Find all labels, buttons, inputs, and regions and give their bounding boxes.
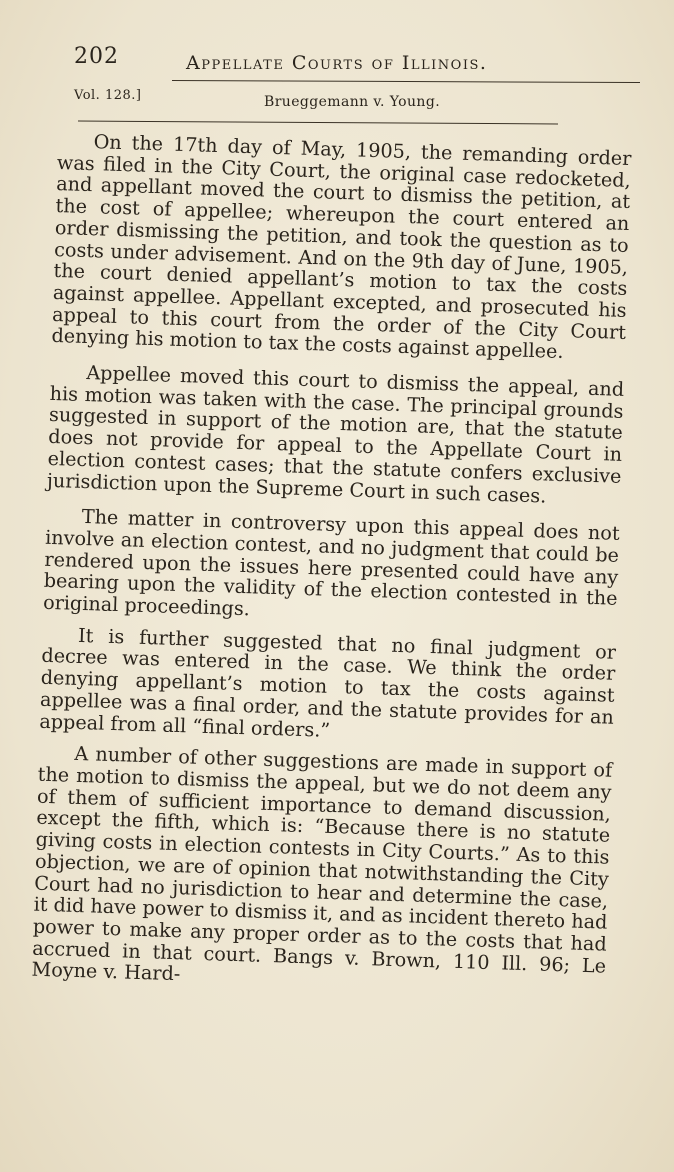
opinion-body (31, 130, 631, 999)
paragraph-other-suggestions: A number of other suggestions are made in support of the motion to dismiss the appeal, but we do not deem any of them of sufficient importance to demand discussion, except the fifth, which is: “Because there is no statute giving costs in election contests in City Courts.” As to this objection, we are of opinion that notwithstanding the City Court had no jurisdiction to hear and determine the case, it did have power to dismiss it, and as incident thereto had power to make any proper order as to the costs that had accrued in that court. Bangs v. Brown, 110 Ill. 96; Le Moyne v. Hard- (31, 742, 613, 986)
header-rule-top (172, 80, 640, 83)
paragraph-final-judgment: It is further suggested that no final judgment or decree was entered in the case. We think the order denying appellant’s motion to tax the costs against appellee was a final order, and the statute provides for an appeal from all “final orders.” (39, 623, 617, 742)
paragraph-motion-to-dismiss: Appellee moved this court to dismiss the appeal, and his motion was taken with the case. The principal grounds suggested in support of the motion are, that the statute does not provide for appeal to the Appellate Court in election contest cases; that the statute confers exclusive jurisdiction upon the Supreme Court in such cases. (46, 361, 625, 508)
case-caption: Brueggemann v. Young. (264, 94, 441, 110)
paragraph-remanding-order: On the 17th day of May, 1905, the remanding order was filed in the City Court, the original case redocketed, and appellant moved the court to dismiss the petition, at the cost of appellee; whereupon the court entered an order dismissing the petition, and took the question as to costs under advisement. And on the 9th day of June, 1905, the court denied appellant’s motion to tax the costs against appellee. Appellant excepted, and prosecuted his appeal to this court from the order of the City Court denying his motion to tax the costs against appellee. (51, 130, 632, 364)
header-rule-bottom (78, 121, 558, 125)
paragraph-matter-in-controversy: The matter in controversy upon this appeal does not involve an election contest, and no judgment that could be rendered upon the issues here presented could have any bearing upon the validity of the election contested in the original proceedings. (42, 505, 620, 621)
page-number: 202 (74, 44, 119, 69)
volume-label: Vol. 128.] (74, 88, 142, 103)
running-title: Appellate Courts of Illinois. (186, 52, 488, 74)
page-header (74, 44, 644, 78)
